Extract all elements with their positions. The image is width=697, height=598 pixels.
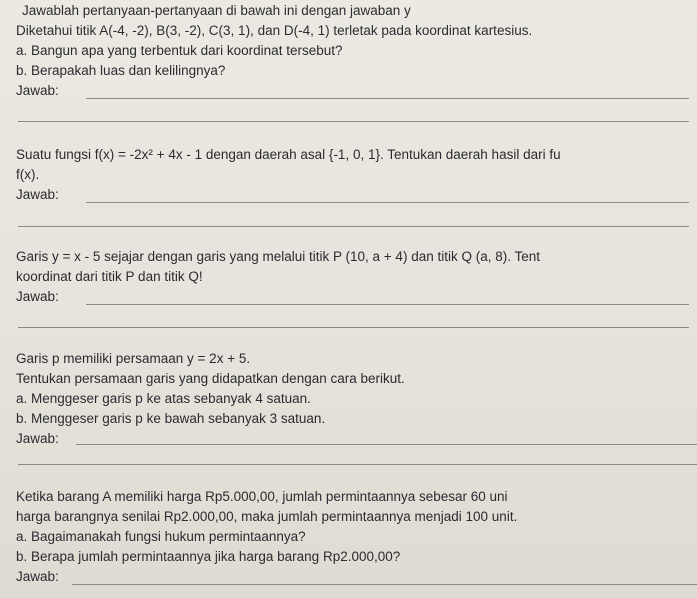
q4-line-2: Tentukan persamaan garis yang didapatkan dengan cara berikut. <box>16 371 405 386</box>
q4-part-b: b. Menggeser garis p ke bawah sebanyak 3 satuan. <box>16 411 326 426</box>
q3-answer-line-2[interactable] <box>18 327 689 328</box>
q2-line-1: Suatu fungsi f(x) = -2x² + 4x - 1 dengan daerah asal {-1, 0, 1}. Tentukan daerah hasil dari fu <box>16 147 561 162</box>
q3-line-1: Garis y = x - 5 sejajar dengan garis yang melalui titik P (10, a + 4) dan titik Q (a, 8). Tent <box>16 249 541 264</box>
q4-answer-area <box>16 430 697 450</box>
q2-answer-label: Jawab: <box>16 187 59 202</box>
q4-answer-label: Jawab: <box>16 431 59 446</box>
q1-answer-area <box>16 82 697 102</box>
q4-answer-line-1[interactable] <box>76 444 697 445</box>
q1-answer-label: Jawab: <box>16 83 59 98</box>
q2-answer-area <box>16 186 697 206</box>
q5-line-2: harga barangnya senilai Rp2.000,00, maka jumlah permintaannya menjadi 100 unit. <box>16 509 518 524</box>
q5-answer-area <box>16 568 697 588</box>
q1-answer-line-2[interactable] <box>18 121 689 122</box>
q5-line-1: Ketika barang A memiliki harga Rp5.000,00, jumlah permintaannya sebesar 60 uni <box>16 489 508 504</box>
q4-part-a: a. Menggeser garis p ke atas sebanyak 4 satuan. <box>16 391 311 406</box>
q5-part-a: a. Bagaimanakah fungsi hukum permintaannya? <box>16 529 306 544</box>
q5-answer-line-1[interactable] <box>72 584 697 585</box>
q1-intro: Diketahui titik A(-4, -2), B(3, -2), C(3, 1), dan D(-4, 1) terletak pada koordinat kartesius. <box>16 23 533 38</box>
q5-answer-label: Jawab: <box>16 569 59 584</box>
q3-answer-label: Jawab: <box>16 289 59 304</box>
q1-part-b: b. Berapakah luas dan kelilingnya? <box>16 63 226 78</box>
worksheet-header: Jawablah pertanyaan-pertanyaan di bawah ini dengan jawaban y <box>22 3 411 18</box>
q4-line-1: Garis p memiliki persamaan y = 2x + 5. <box>16 351 251 366</box>
q5-part-b: b. Berapa jumlah permintaannya jika harga barang Rp2.000,00? <box>16 549 401 564</box>
q1-part-a: a. Bangun apa yang terbentuk dari koordinat tersebut? <box>16 43 343 58</box>
q1-answer-line-1[interactable] <box>86 98 689 99</box>
q3-line-2: koordinat dari titik P dan titik Q! <box>16 269 203 284</box>
q3-answer-area <box>16 288 697 308</box>
q2-answer-line-1[interactable] <box>86 202 689 203</box>
q4-answer-line-2[interactable] <box>18 464 697 465</box>
q3-answer-line-1[interactable] <box>86 304 689 305</box>
q2-line-2: f(x). <box>16 167 40 182</box>
q2-answer-line-2[interactable] <box>18 226 689 227</box>
